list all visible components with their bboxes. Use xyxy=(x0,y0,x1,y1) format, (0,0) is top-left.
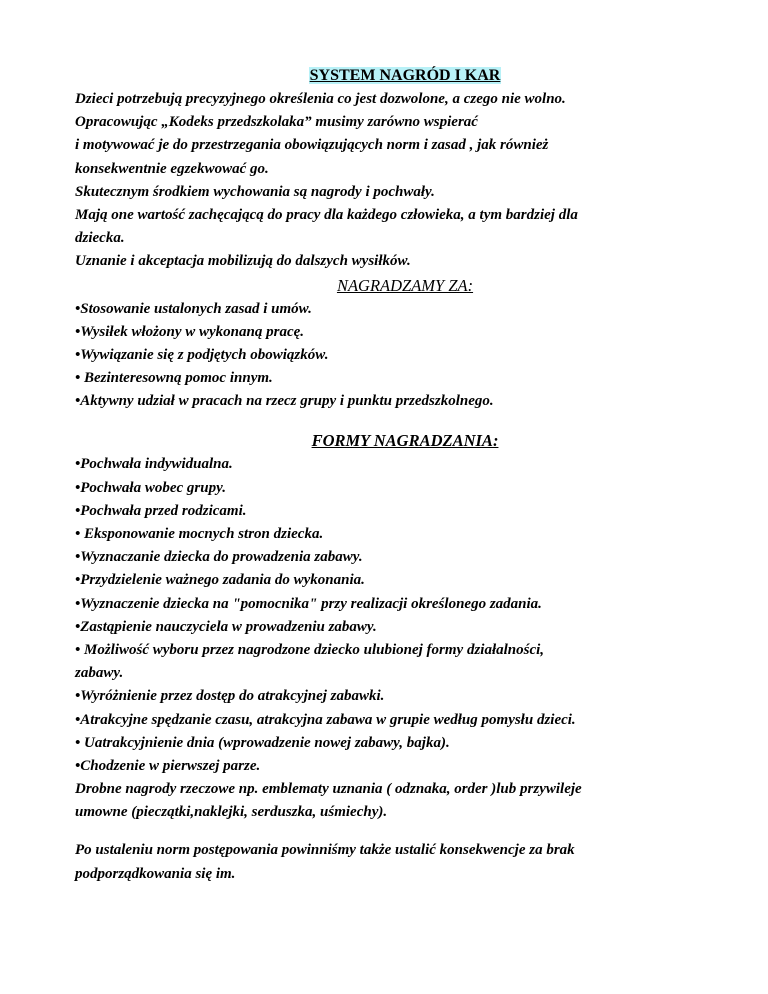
document-title xyxy=(75,64,735,88)
intro-line: Dzieci potrzebują precyzyjnego określenia co jest dozwolone, a czego nie wolno. xyxy=(75,91,566,107)
list-item: •Chodzenie w pierwszej parze. xyxy=(75,757,261,774)
list-item: zabawy. xyxy=(75,665,124,682)
spacer xyxy=(75,824,735,839)
list-item: •Aktywny udział w pracach na rzecz grupy i punktu przedszkolnego. xyxy=(75,393,494,410)
list-item: •Zastąpienie nauczyciela w prowadzeniu zabawy. xyxy=(75,618,377,635)
list-item: • Możliwość wyboru przez nagrodzone dziecko ulubionej formy działalności, xyxy=(75,641,545,658)
list-item: •Wysiłek włożony w wykonaną pracę. xyxy=(75,323,305,340)
list-item: •Atrakcyjne spędzanie czasu, atrakcyjna zabawa w grupie według pomysłu dzieci. xyxy=(75,711,576,728)
list-item: •Wyznaczanie dziecka do prowadzenia zabawy. xyxy=(75,549,363,566)
reward-forms-list xyxy=(75,453,735,824)
intro-line: Uznanie i akceptacja mobilizują do dalszych wysiłków. xyxy=(75,253,411,270)
intro-paragraph xyxy=(75,88,735,274)
section-heading-nagradzamy: NAGRADZAMY ZA: xyxy=(336,275,474,295)
list-item: • Uatrakcyjnienie dnia (wprowadzenie nowej zabawy, bajka). xyxy=(75,734,450,751)
list-item: •Pochwała wobec grupy. xyxy=(75,479,226,496)
document-title-text: SYSTEM NAGRÓD I KAR xyxy=(309,67,501,84)
list-item: •Pochwała przed rodzicami. xyxy=(75,502,247,519)
list-item: Drobne nagrody rzeczowe np. emblematy uznania ( odznaka, order )lub przywileje xyxy=(75,781,582,798)
closing-line: Po ustaleniu norm postępowania powinniśmy także ustalić konsekwencje za brak xyxy=(75,842,575,859)
document-page xyxy=(75,64,735,886)
intro-line: Mają one wartość zachęcającą do pracy dla każdego człowieka, a tym bardziej dla xyxy=(75,206,578,223)
list-item: •Pochwała indywidualna. xyxy=(75,456,233,473)
list-item: • Bezinteresowną pomoc innym. xyxy=(75,370,273,387)
list-item: •Wyróżnienie przez dostęp do atrakcyjnej zabawki. xyxy=(75,688,385,705)
intro-line: Skutecznym środkiem wychowania są nagrody i pochwały. xyxy=(75,183,435,200)
list-item: • Eksponowanie mocnych stron dziecka. xyxy=(75,526,324,542)
closing-line: podporządkowania się im. xyxy=(75,865,236,882)
list-item: •Przydzielenie ważnego zadania do wykonania. xyxy=(75,572,365,589)
closing-paragraph xyxy=(75,839,735,885)
section-heading-formy: FORMY NAGRADZANIA: xyxy=(311,431,499,451)
list-item: •Stosowanie ustalonych zasad i umów. xyxy=(75,300,312,317)
intro-line: dziecka. xyxy=(75,230,125,247)
list-item: •Wywiązanie się z podjętych obowiązków. xyxy=(75,346,329,363)
list-item: umowne (pieczątki,naklejki, serduszka, uśmiechy). xyxy=(75,804,388,821)
list-item: •Wyznaczenie dziecka na "pomocnika" przy realizacji określonego zadania. xyxy=(75,595,542,612)
intro-line: konsekwentnie egzekwować go. xyxy=(75,160,269,177)
spacer xyxy=(75,413,735,429)
intro-line: i motywować je do przestrzegania obowiązujących norm i zasad , jak również xyxy=(75,137,549,154)
intro-line: Opracowując „Kodeks przedszkolaka” musimy zarówno wspierać xyxy=(75,114,478,131)
reward-reasons-list xyxy=(75,298,735,414)
